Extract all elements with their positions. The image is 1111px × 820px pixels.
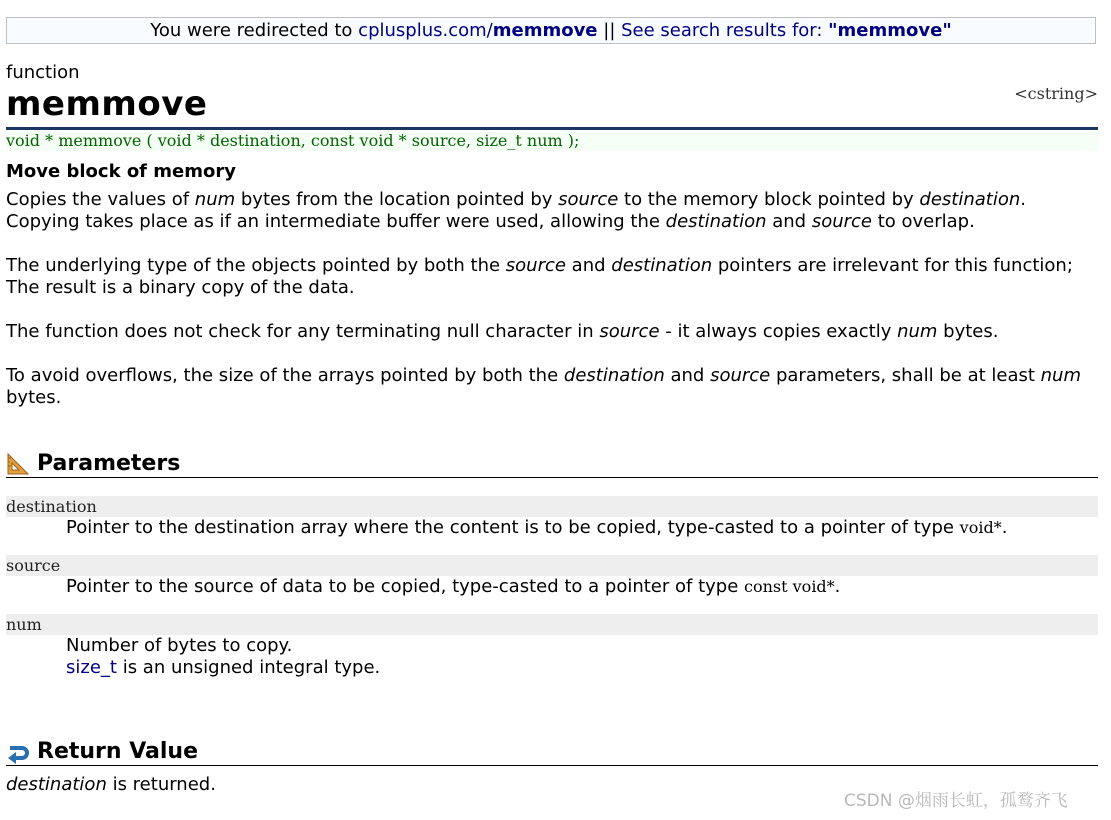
return-arrow-icon	[6, 740, 30, 764]
param-desc-destination: Pointer to the destination array where the content is to be copied, type-casted to a pointer of type void*.	[66, 517, 1008, 538]
watermark: CSDN @烟雨长虹，孤鹜齐飞	[844, 791, 1068, 811]
param-name-destination: destination	[6, 496, 1098, 517]
description-paragraph: To avoid overflows, the size of the arrays pointed by both the destination and source parameters, shall be at least num bytes.	[6, 365, 1081, 408]
description-paragraph: The function does not check for any terminating null character in source - it always copies exactly num bytes.	[6, 321, 999, 342]
description	[6, 189, 1101, 431]
ruler-triangle-icon	[6, 452, 30, 476]
title-divider	[6, 127, 1098, 130]
return-value-heading: Return Value	[6, 739, 1098, 766]
size-t-link[interactable]: size_t	[66, 657, 117, 678]
parameters-heading: Parameters	[6, 451, 1098, 478]
param-name-num: num	[6, 614, 1098, 635]
entity-kind: function	[6, 62, 80, 83]
description-paragraph: Copies the values of num bytes from the location pointed by source to the memory block pointed by destination. Copying takes place as if an intermediate buffer were used, allowing the destination and source to overlap.	[6, 189, 1027, 232]
param-desc-source: Pointer to the source of data to be copied, type-casted to a pointer of type const void*.	[66, 576, 841, 597]
page-title: memmove	[6, 84, 208, 124]
header-file-link[interactable]: <cstring>	[1014, 84, 1098, 103]
brief-description: Move block of memory	[6, 161, 236, 182]
description-paragraph: The underlying type of the objects pointed by both the source and destination pointers are irrelevant for this function; The result is a binary copy of the data.	[6, 255, 1073, 298]
redirect-banner: You were redirected to cplusplus.com/memmove || See search results for: "memmove"	[6, 17, 1096, 44]
redirect-link[interactable]: cplusplus.com/memmove	[358, 20, 598, 41]
param-name-source: source	[6, 555, 1098, 576]
function-prototype: void * memmove ( void * destination, const void * source, size_t num );	[6, 131, 1098, 151]
param-desc-num: Number of bytes to copy. size_t is an unsigned integral type.	[66, 635, 381, 678]
search-results-link[interactable]: See search results for: "memmove"	[621, 20, 952, 41]
return-value-text: destination is returned.	[6, 774, 216, 795]
